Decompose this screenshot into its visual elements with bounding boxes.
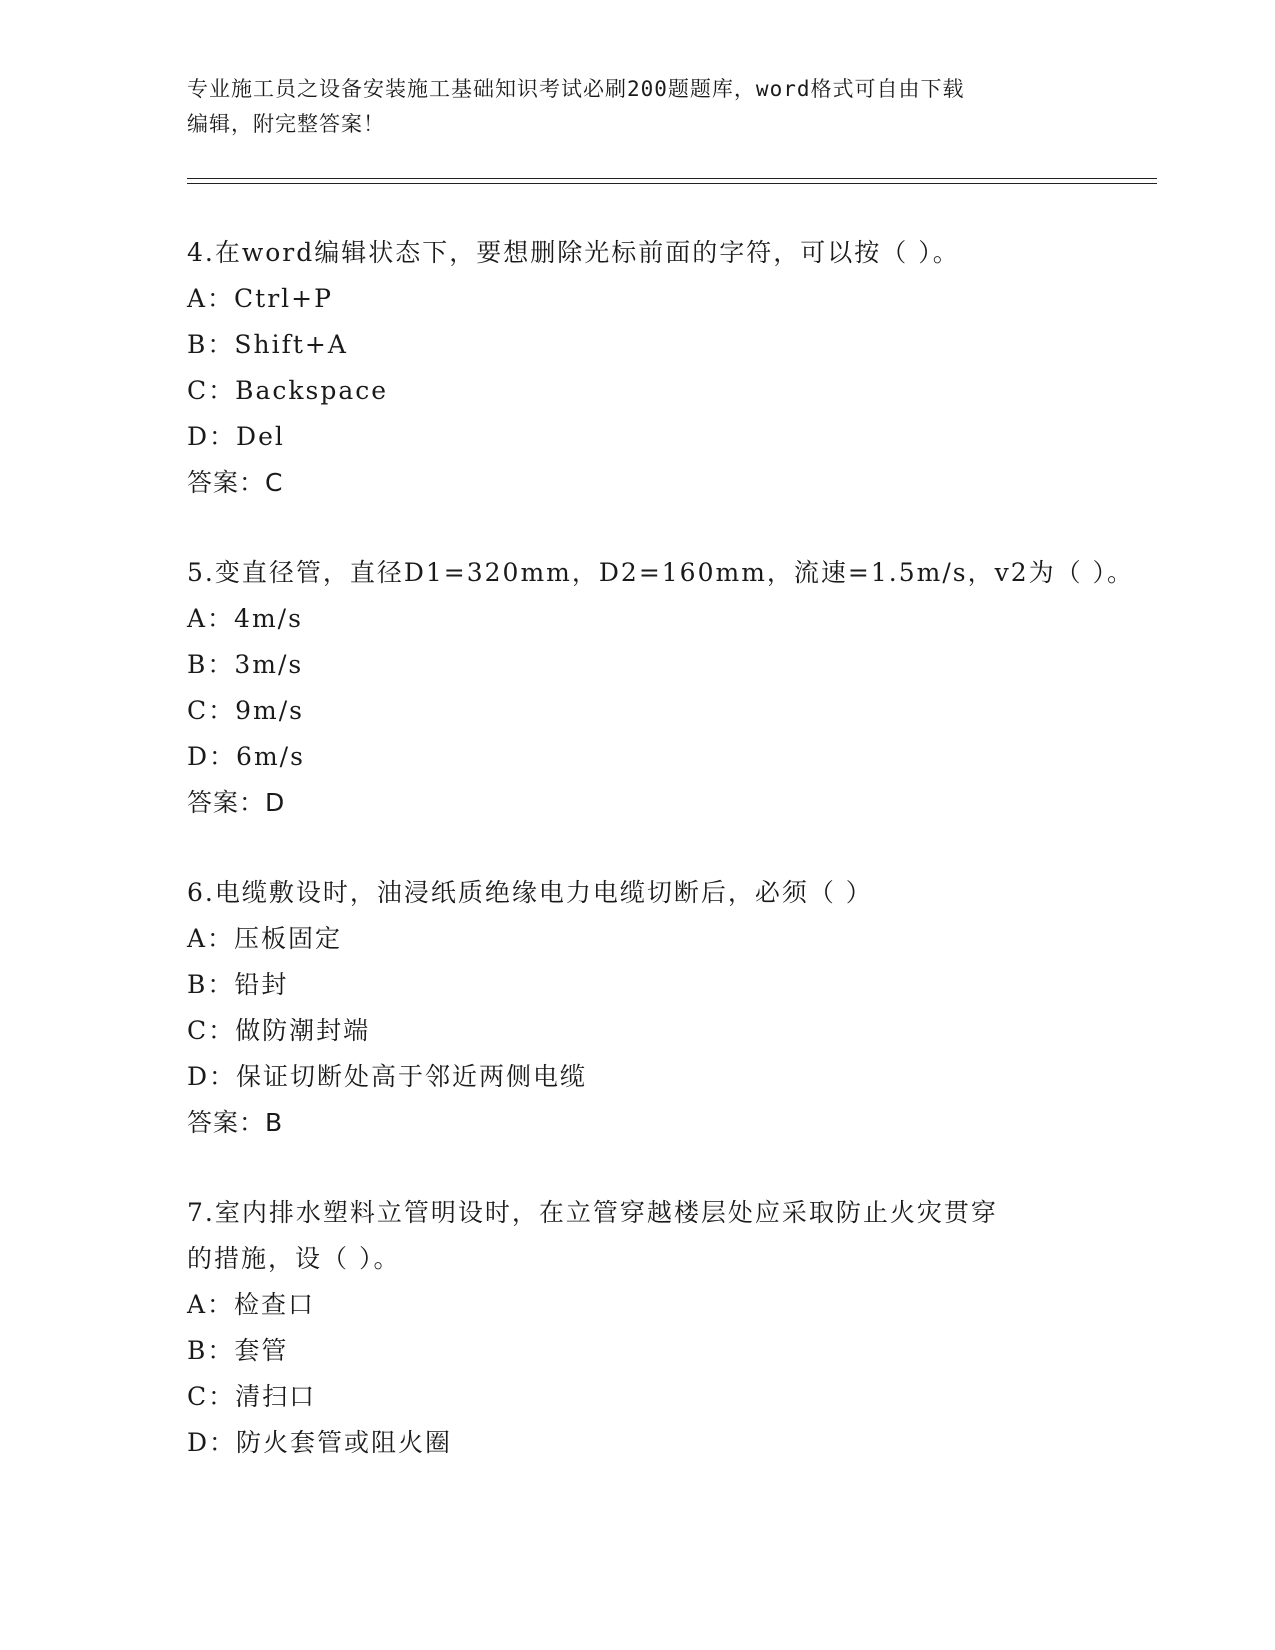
question-stem-line-1: 7.室内排水塑料立管明设时，在立管穿越楼层处应采取防止火灾贯穿 — [187, 1198, 998, 1227]
question-5 — [187, 550, 1135, 826]
question-stem: 6.电缆敷设时，油浸纸质绝缘电力电缆切断后，必须（ ） — [187, 878, 873, 907]
option-a: A：检查口 — [187, 1290, 316, 1319]
header-divider-bottom — [187, 183, 1157, 184]
option-c: C：9m/s — [187, 696, 304, 725]
question-7 — [187, 1190, 1087, 1466]
option-a: A：4m/s — [187, 604, 303, 633]
answer-text: 答案：D — [187, 788, 286, 817]
option-c: C：做防潮封端 — [187, 1016, 371, 1045]
option-d: D：防火套管或阻火圈 — [187, 1428, 453, 1457]
option-d: D：Del — [187, 422, 285, 451]
header-line-2: 编辑，附完整答案！ — [187, 112, 385, 136]
option-a: A：压板固定 — [187, 924, 343, 953]
document-header — [187, 72, 1087, 142]
question-stem: 5.变直径管，直径D1=320mm，D2=160mm，流速=1.5m/s，v2为（ ）。 — [187, 558, 1135, 587]
option-a: A：Ctrl+P — [187, 284, 333, 313]
question-4 — [187, 230, 1087, 506]
question-stem-line-2: 的措施，设（ ）。 — [187, 1244, 401, 1273]
option-b: B：铅封 — [187, 970, 289, 999]
question-6 — [187, 870, 1087, 1146]
option-b: B：套管 — [187, 1336, 289, 1365]
question-stem: 4.在word编辑状态下，要想删除光标前面的字符，可以按（ ）。 — [187, 238, 960, 267]
option-d: D：保证切断处高于邻近两侧电缆 — [187, 1062, 588, 1091]
answer-text: 答案：C — [187, 468, 284, 497]
option-c: C：Backspace — [187, 376, 389, 405]
option-d: D：6m/s — [187, 742, 305, 771]
option-b: B：3m/s — [187, 650, 304, 679]
header-divider-top — [187, 178, 1157, 179]
option-b: B：Shift+A — [187, 330, 348, 359]
option-c: C：清扫口 — [187, 1382, 317, 1411]
answer-text: 答案：B — [187, 1108, 284, 1137]
header-line-1: 专业施工员之设备安装施工基础知识考试必刷200题题库，word格式可自由下载 — [187, 77, 965, 101]
